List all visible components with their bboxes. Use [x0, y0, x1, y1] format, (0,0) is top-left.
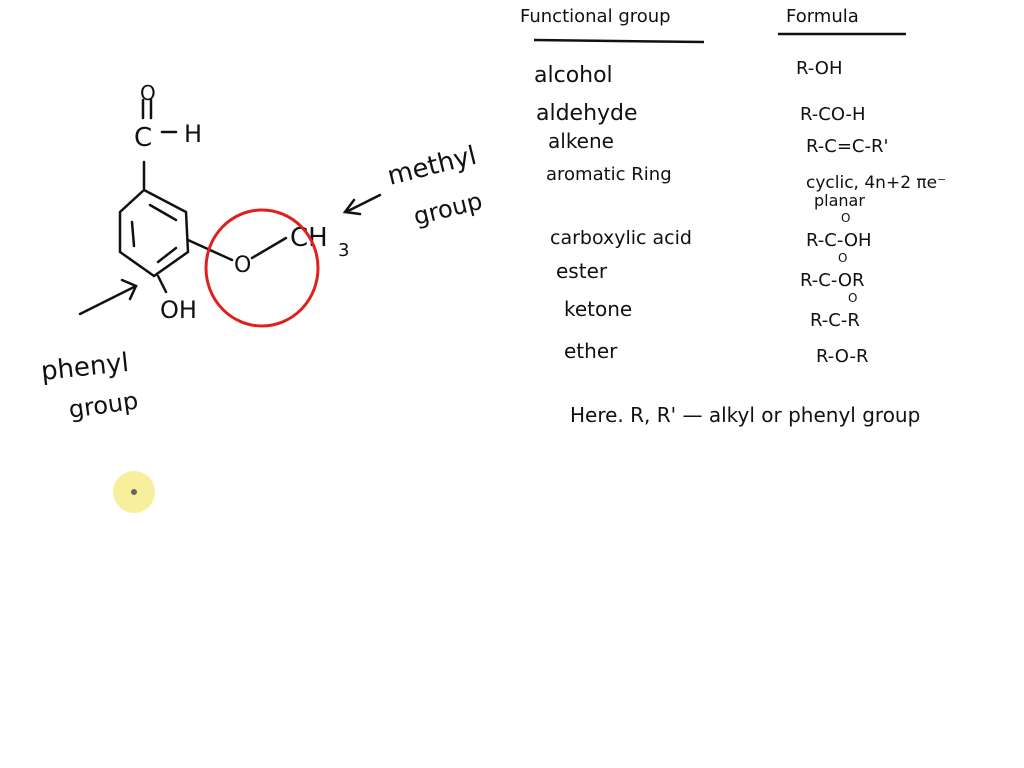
aldehyde-oxygen-label: O	[140, 81, 156, 105]
methyl-arrow	[345, 195, 380, 214]
header-underline-group	[534, 40, 704, 42]
phenyl-arrow	[80, 280, 136, 314]
row-group-aldehyde: aldehyde	[536, 101, 638, 126]
table-header-functional-group: Functional group	[520, 6, 671, 27]
row-formula-ester-top: O	[838, 251, 848, 265]
aldehyde-hydrogen-label: H	[184, 120, 203, 148]
table-header-formula: Formula	[786, 6, 859, 27]
cursor-dot	[131, 489, 137, 495]
ether-to-methyl-bond	[252, 238, 286, 258]
table-note: Here. R, R' — alkyl or phenyl group	[570, 403, 921, 427]
ether-oxygen-label: O	[234, 253, 252, 278]
row-group-alkene: alkene	[548, 129, 614, 153]
ring-double-bond-2	[158, 248, 176, 262]
row-group-alcohol: alcohol	[534, 63, 613, 88]
row-formula-alkene: R-C=C-R'	[806, 136, 889, 157]
row-formula-carboxylic-acid: R-C-OH	[806, 230, 872, 251]
row-formula-ether: R-O-R	[816, 346, 869, 367]
row-formula-aromatic-planar: planar	[814, 191, 865, 210]
methyl-ch-label: CH	[290, 223, 328, 253]
row-formula-alcohol: R-OH	[796, 58, 843, 79]
row-group-carboxylic-acid: carboxylic acid	[550, 227, 692, 249]
aldehyde-carbon-label: C	[134, 123, 153, 153]
benzene-ring	[120, 190, 188, 276]
row-group-ketone: ketone	[564, 297, 633, 321]
row-formula-carboxylic-top: O	[841, 211, 851, 225]
ring-to-oh-bond	[158, 276, 166, 292]
methoxy-highlight-circle	[206, 210, 318, 326]
phenyl-label: phenyl	[39, 347, 131, 387]
methyl-subscript-label: 3	[338, 240, 350, 261]
methyl-group-label: group	[410, 186, 486, 231]
row-formula-ketone-top: O	[848, 291, 858, 305]
row-formula-ester: R-C-OR	[800, 270, 865, 291]
methyl-label: methyl	[384, 140, 480, 192]
hydroxyl-label: OH	[160, 296, 197, 324]
phenyl-group-label: group	[66, 386, 140, 424]
row-formula-aromatic-ring: cyclic, 4n+2 πe⁻	[806, 173, 947, 193]
row-formula-ketone: R-C-R	[810, 310, 860, 331]
row-formula-aldehyde: R-CO-H	[800, 104, 866, 125]
row-group-ester: ester	[556, 259, 608, 283]
ring-double-bond-1	[132, 222, 134, 246]
ring-double-bond-3	[150, 205, 176, 220]
row-group-ether: ether	[564, 339, 618, 363]
row-group-aromatic-ring: aromatic Ring	[546, 164, 672, 185]
